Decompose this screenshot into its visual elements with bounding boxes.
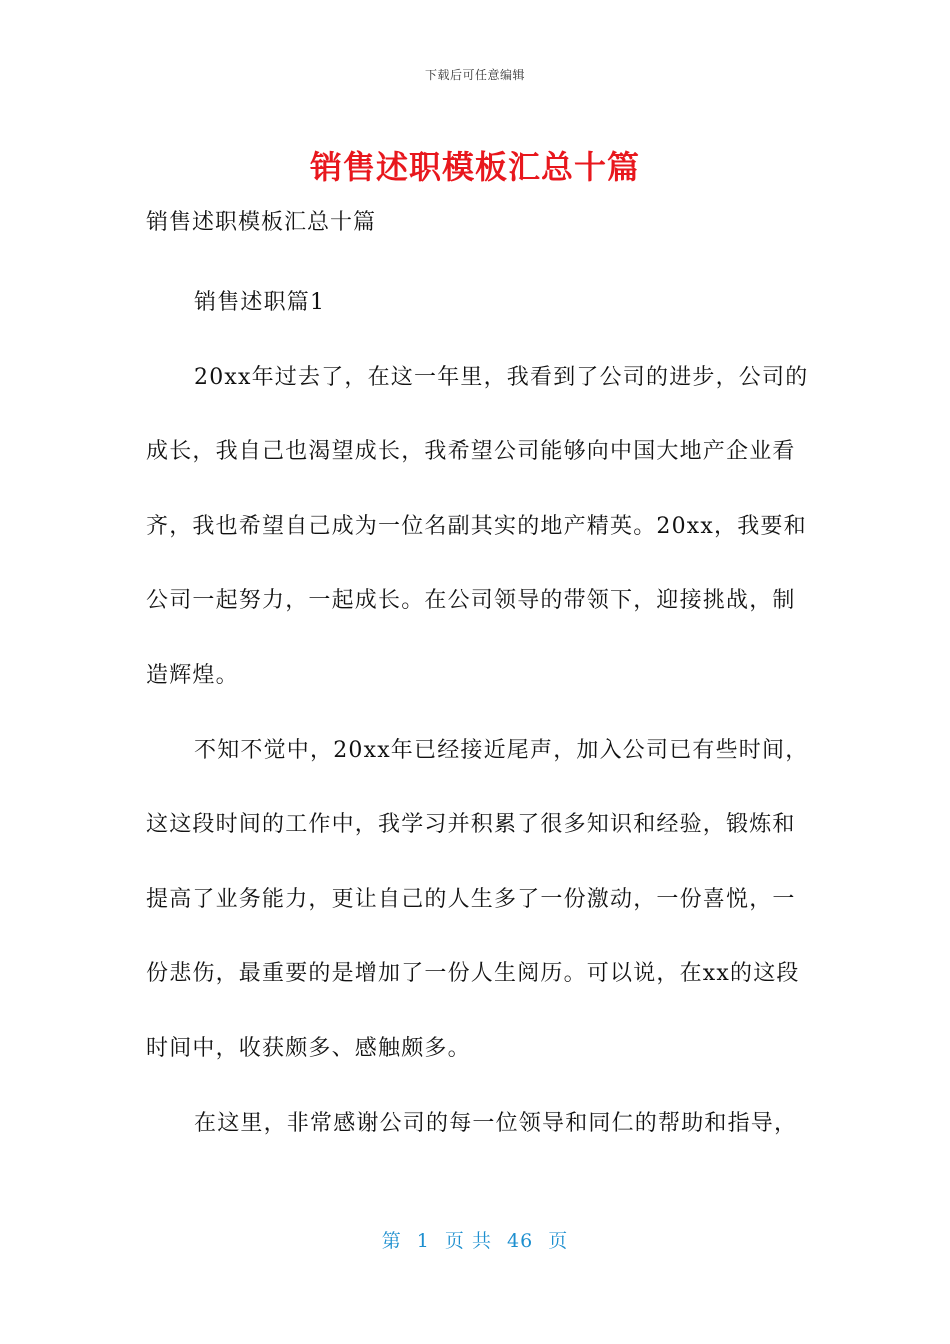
page-number-footer <box>0 1226 950 1253</box>
footer-suffix: 页 <box>548 1230 569 1252</box>
paragraph: 在这里，非常感谢公司的每一位领导和同仁的帮助和指导， <box>194 1110 798 1136</box>
document-body <box>146 266 814 1161</box>
total-page-count: 46 <box>507 1230 534 1252</box>
footer-middle: 页 共 <box>444 1230 492 1252</box>
document-title: 销售述职模板汇总十篇 <box>309 148 640 186</box>
paragraph: 20xx年过去了，在这一年里，我看到了公司的进步，公司的成长，我自己也渴望成长，我希望公司能够向中国大地产企业看齐，我也希望自己成为一位名副其实的地产精英。20xx，我要和公司一起努力，一起成长。在公司领导的带领下，迎接挑战，制造辉煌。 <box>146 364 809 688</box>
document-subtitle: 销售述职模板汇总十篇 <box>146 210 377 235</box>
current-page-number: 1 <box>416 1230 430 1252</box>
footer-prefix: 第 <box>381 1230 402 1252</box>
section-heading: 销售述职篇1 <box>194 290 326 315</box>
header-note: 下载后可任意编辑 <box>424 68 525 82</box>
paragraph: 不知不觉中，20xx年已经接近尾声，加入公司已有些时间，这这段时间的工作中，我学习并积累了很多知识和经验，锻炼和提高了业务能力，更让自己的人生多了一份激动，一份喜悦，一份悲伤，最重要的是增加了一份人生阅历。可以说，在xx的这段时间中，收获颇多、感触颇多。 <box>146 737 809 1061</box>
